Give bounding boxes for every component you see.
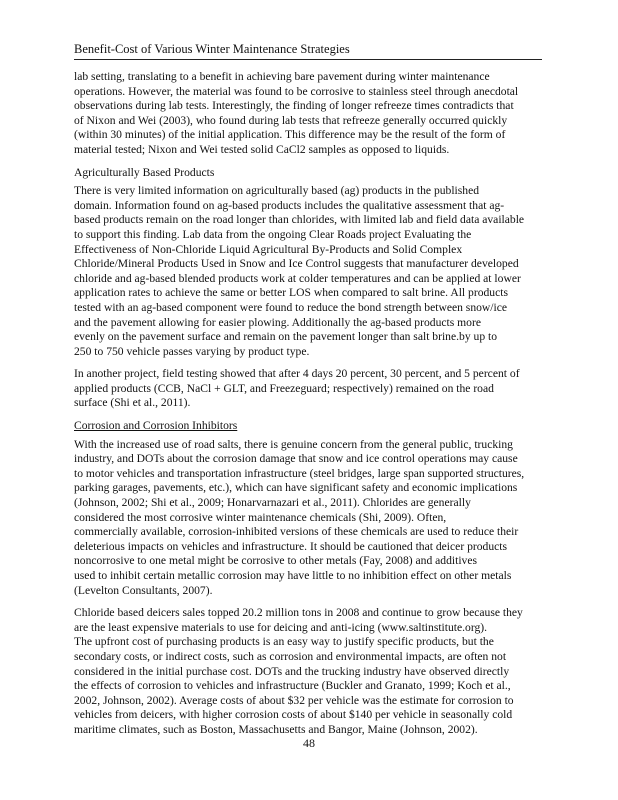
page-body bbox=[74, 70, 558, 746]
text-line: (within 30 minutes) of the initial application. This difference may be the result of the form of bbox=[74, 128, 506, 142]
text-line: to motor vehicles and transportation infrastructure (steel bridges, large span supported structures, bbox=[74, 466, 525, 480]
text-line: surface (Shi et al., 2011). bbox=[74, 396, 191, 410]
text-line: maritime climates, such as Boston, Massachusetts and Bangor, Maine (Johnson, 2002). bbox=[74, 722, 478, 736]
section-heading-agricultural: Agriculturally Based Products bbox=[74, 165, 215, 179]
text-line: (Johnson, 2002; Shi et al., 2009; Honarvarnazari et al., 2011). Chlorides are generally bbox=[74, 496, 471, 510]
running-header: Benefit-Cost of Various Winter Maintenance Strategies bbox=[74, 42, 542, 60]
page-number: 48 bbox=[303, 736, 315, 750]
text-line: of Nixon and Wei (2003), who found during lab tests that refreeze generally occurred quickly bbox=[74, 113, 508, 127]
text-line: 250 to 750 vehicle passes varying by product type. bbox=[74, 344, 310, 358]
text-line: observations during lab tests. Interestingly, the finding of longer refreeze times contradicts that bbox=[74, 99, 514, 113]
text-line: material tested; Nixon and Wei tested solid CaCl2 samples as opposed to liquids. bbox=[74, 142, 450, 156]
text-line: Chloride based deicers sales topped 20.2 million tons in 2008 and continue to grow because they bbox=[74, 606, 523, 620]
text-line: The upfront cost of purchasing products is an easy way to justify specific products, but the bbox=[74, 635, 494, 649]
text-line: (Levelton Consultants, 2007). bbox=[74, 583, 213, 597]
paragraph-field-testing bbox=[74, 367, 558, 411]
paragraph-ag-products bbox=[74, 184, 558, 359]
text-line: Chloride/Mineral Products Used in Snow and Ice Control suggests that manufacturer developed bbox=[74, 257, 519, 271]
text-line: There is very limited information on agriculturally based (ag) products in the published bbox=[74, 184, 480, 198]
text-line: secondary costs, or indirect costs, such as corrosion and environmental impacts, are often not bbox=[74, 649, 507, 663]
text-line: chloride and ag-based blended products work at colder temperatures and can be applied at lower bbox=[74, 271, 521, 285]
text-line: operations. However, the material was found to be corrosive to stainless steel through anecdotal bbox=[74, 84, 519, 98]
text-line: applied products (CCB, NaCl + GLT, and Freezeguard; respectively) remained on the road bbox=[74, 381, 494, 395]
text-line: are the least expensive materials to use for deicing and anti-icing (www.saltinstitute.org). bbox=[74, 620, 488, 634]
text-line: evenly on the pavement surface and remain on the pavement longer than salt brine.by up to bbox=[74, 330, 498, 344]
text-line: based products remain on the road longer than chlorides, with limited lab and field data available bbox=[74, 213, 525, 227]
section-heading-corrosion: Corrosion and Corrosion Inhibitors bbox=[74, 419, 238, 433]
text-line: and the pavement allowing for easier plowing. Additionally the ag-based products more bbox=[74, 315, 481, 329]
text-line: Effectiveness of Non-Chloride Liquid Agricultural By-Products and Solid Complex bbox=[74, 242, 463, 256]
text-line: domain. Information found on ag-based products includes the qualitative assessment that ag- bbox=[74, 198, 505, 212]
text-line: the effects of corrosion to vehicles and infrastructure (Buckler and Granato, 1999; Koch et al., bbox=[74, 679, 511, 693]
text-line: lab setting, translating to a benefit in achieving bare pavement during winter maintenance bbox=[74, 70, 490, 83]
text-line: considered in the initial purchase cost. DOTs and the trucking industry have observed directly bbox=[74, 664, 510, 678]
text-line: vehicles from deicers, with higher corrosion costs of about $140 per vehicle in seasonally cold bbox=[74, 708, 513, 722]
paragraph-corrosion-concern bbox=[74, 438, 558, 599]
text-line: With the increased use of road salts, there is genuine concern from the general public, trucking bbox=[74, 437, 513, 451]
text-line: 2002, Johnson, 2002). Average costs of about $32 per vehicle was the estimate for corrosion to bbox=[74, 693, 514, 707]
paragraph-deicer-costs bbox=[74, 606, 558, 737]
text-line: considered the most corrosive winter maintenance chemicals (Shi, 2009). Often, bbox=[74, 510, 447, 524]
text-line: tested with an ag-based component were found to reduce the bond strength between snow/ice bbox=[74, 300, 508, 314]
text-line: industry, and DOTs about the corrosion damage that snow and ice control operations may cause bbox=[74, 452, 518, 466]
text-line: used to inhibit certain metallic corrosion may have little to no inhibition effect on other metals bbox=[74, 569, 512, 582]
text-line: application rates to achieve the same or better LOS when compared to salt brine. All products bbox=[74, 286, 508, 300]
text-line: to support this finding. Lab data from the ongoing Clear Roads project Evaluating the bbox=[74, 227, 472, 241]
text-line: commercially available, corrosion-inhibited versions of these chemicals are used to reduce their bbox=[74, 525, 519, 539]
text-line: deleterious impacts on vehicles and infrastructure. It should be cautioned that deicer products bbox=[74, 539, 508, 553]
text-line: parking garages, pavements, etc.), which can have significant safety and economic implications bbox=[74, 481, 518, 495]
text-line: In another project, field testing showed that after 4 days 20 percent, 30 percent, and 5 percent of bbox=[74, 367, 520, 381]
text-line: noncorrosive to one metal might be corrosive to other metals (Fay, 2008) and additives bbox=[74, 554, 477, 568]
paragraph-lab-refreeze bbox=[74, 70, 558, 158]
